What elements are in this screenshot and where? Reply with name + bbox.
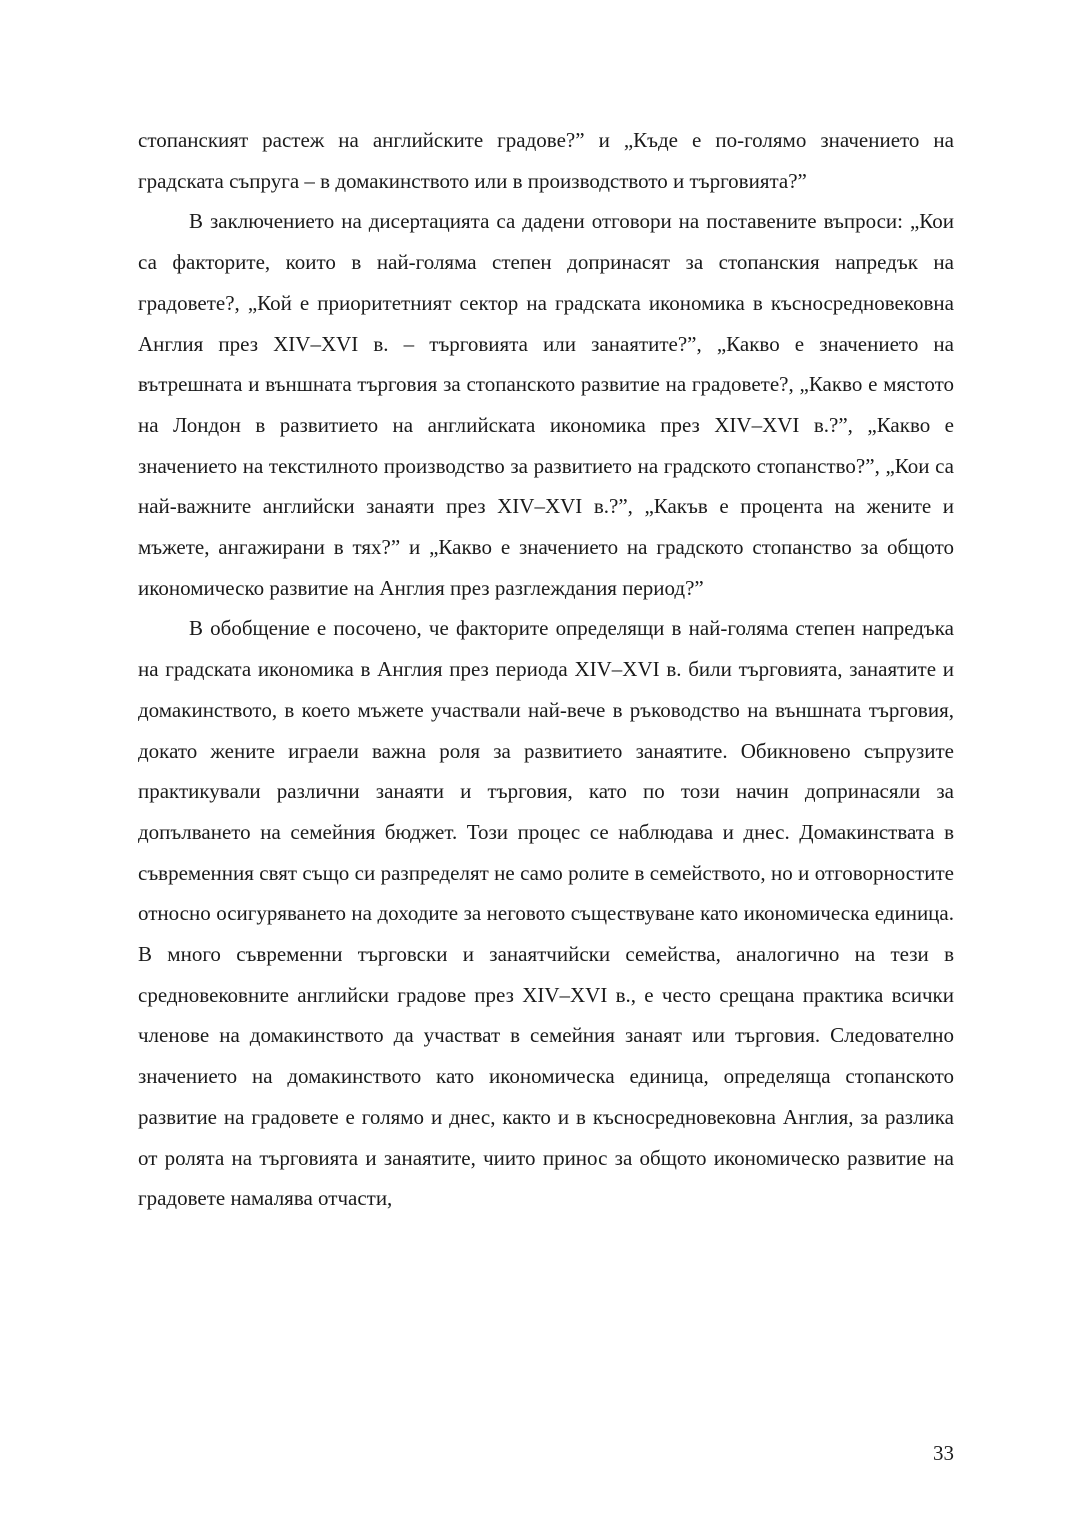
paragraph-summary: В обобщение е посочено, че факторите определящи в най-голяма степен напредъка на градската икономика в Англия през периода XIV–XVI в. били търговията, занаятите и домакинството, в което мъжете участвали най-вече в ръководство на външната търговия, докато жените играели важна роля за развитието занаятите. Обикновено съпрузите практикували различни занаяти и търговия, като по този начин допринасяли за допълването на семейния бюджет. Този процес се наблюдава и днес. Домакинствата в съвременния свят също си разпределят не само ролите в семейството, но и отговорностите относно осигуряването на доходите за неговото съществуване като икономическа единица. В много съвременни търговски и занаятчийски семейства, аналогично на тези в средновековните английски градове през XIV–XVI в., е често срещана практика всички членове на домакинството да участват в семейния занаят или търговия. Следователно значението на домакинството като икономическа единица, определяща стопанското развитие на градовете е голямо и днес, както и в късносредновековна Англия, за разлика от ролята на търговията и занаятите, чиито принос за общото икономическо развитие на градовете намалява отчасти, — [138, 616, 954, 1211]
page-body-text — [138, 120, 954, 1219]
paragraph-continuation: стопанският растеж на английските градове?” и „Къде е по-голямо значението на градската съпруга – в домакинството или в производството и търговията?” — [138, 128, 954, 193]
paragraph-conclusion-questions: В заключението на дисертацията са дадени отговори на поставените въпроси: „Кои са факторите, които в най-голяма степен допринасят за стопанския напредък на градовете?, „Кой е приоритетният сектор на градската икономика в късносредновековна Англия през XIV–XVI в. – търговията или занаятите?”, „Какво е значението на вътрешната и външната търговия за стопанското развитие на градовете?, „Какво е мястото на Лондон в развитието на английската икономика през XIV–XVI в.?”, „Какво е значението на текстилното производство за развитието на градското стопанство?”, „Кои са най-важните английски занаяти през XIV–XVI в.?”, „Какъв е процента на жените и мъжете, ангажирани в тях?” и „Какво е значението на градското стопанство за общото икономическо развитие на Англия през разглеждания период?” — [138, 209, 954, 600]
page-number: 33 — [933, 1441, 954, 1465]
